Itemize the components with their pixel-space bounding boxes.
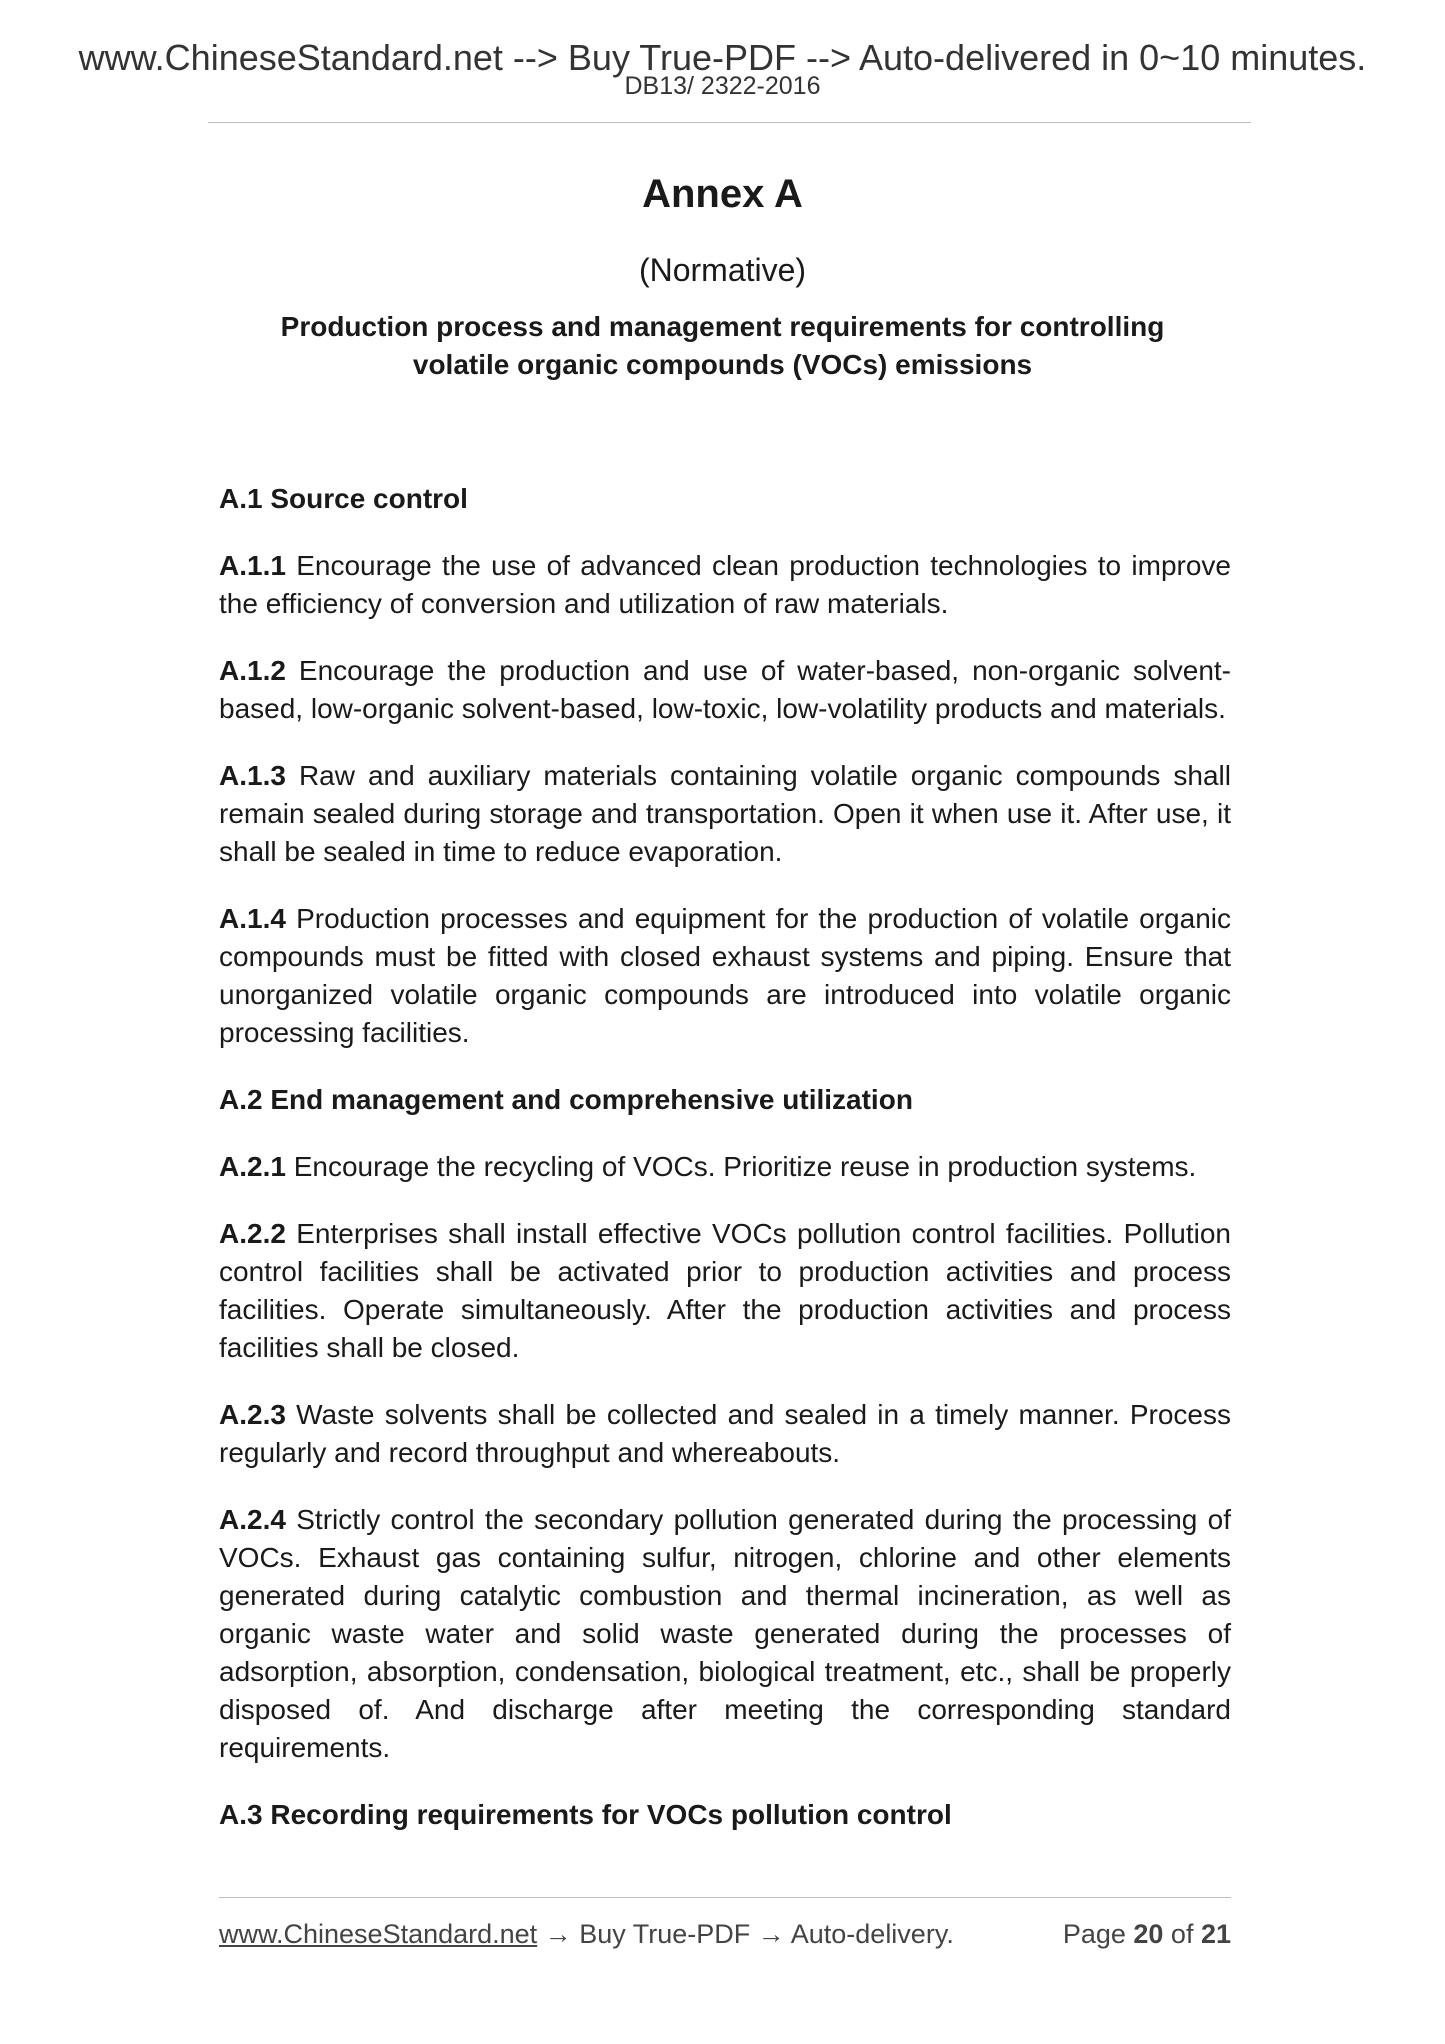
page-footer (219, 1916, 1231, 1952)
clause-text: Strictly control the secondary pollution generated during the processing of VOCs. Exhaust gas containing sulfur, nitrogen, chlorine and other elements generated during catalytic combustion and thermal incineration, as well as organic waste water and solid waste generated during the processes of adsorption, absorption, condensation, biological treatment, etc., shall be properly disposed of. And discharge after meeting the corresponding standard requirements. (219, 1504, 1231, 1763)
clause-text: Raw and auxiliary materials containing volatile organic compounds shall remain sealed during storage and transportation. Open it when use it. After use, it shall be sealed in time to reduce evaporation. (219, 760, 1231, 867)
clause-text: Encourage the production and use of water-based, non-organic solvent-based, low-organic solvent-based, low-toxic, low-volatility products and materials. (219, 655, 1231, 724)
footer-site-link[interactable]: www.ChineseStandard.net (219, 1919, 538, 1949)
clause-text: Waste solvents shall be collected and sealed in a timely manner. Process regularly and record throughput and whereabouts. (219, 1399, 1231, 1468)
clause-a-1-4 (219, 900, 1231, 1052)
section-heading-a2: A.2 End management and comprehensive utilization (219, 1084, 913, 1115)
clause-number: A.2.4 (219, 1504, 286, 1535)
clause-a-2-3 (219, 1396, 1231, 1472)
document-body (219, 480, 1231, 1863)
clause-number: A.1.2 (219, 655, 286, 686)
footer-tagline: → Buy True-PDF → Auto-delivery. (537, 1919, 954, 1949)
clause-number: A.2.3 (219, 1399, 286, 1430)
section-heading-a1: A.1 Source control (219, 483, 468, 514)
clause-a-1-1 (219, 547, 1231, 623)
page-of-label: of (1163, 1919, 1201, 1949)
clause-a-2-2 (219, 1215, 1231, 1367)
annex-subtitle: (Normative) (638, 252, 807, 288)
page-label: Page (1062, 1919, 1134, 1949)
clause-text: Production processes and equipment for the production of volatile organic compounds must be fitted with closed exhaust systems and piping. Ensure that unorganized volatile organic compounds are introduced into volatile organic processing facilities. (219, 903, 1231, 1048)
clause-a-2-1 (219, 1148, 1231, 1186)
clause-text: Enterprises shall install effective VOCs pollution control facilities. Pollution control facilities shall be activated prior to production activities and process facilities. Operate simultaneously. After the production activities and process facilities shall be closed. (219, 1218, 1231, 1363)
clause-text: Encourage the use of advanced clean production technologies to improve the efficiency of conversion and utilization of raw materials. (219, 550, 1231, 619)
source-banner: www.ChineseStandard.net --> Buy True-PDF --> Auto-delivered in 0~10 minutes. (78, 37, 1367, 78)
page-total: 21 (1200, 1919, 1231, 1949)
annex-heading (220, 308, 1225, 384)
clause-text: Encourage the recycling of VOCs. Prioritize reuse in production systems. (285, 1151, 1197, 1182)
section-heading-a3: A.3 Recording requirements for VOCs pollution control (219, 1799, 952, 1830)
footer-divider (219, 1897, 1231, 1898)
header-divider (208, 122, 1251, 123)
document-id: DB13/ 2322-2016 (624, 72, 821, 100)
footer-source (219, 1916, 954, 1952)
clause-a-1-2 (219, 652, 1231, 728)
annex-title: Annex A (642, 172, 803, 216)
clause-number: A.2.2 (219, 1218, 286, 1249)
annex-heading-line-1: Production process and management requirements for controlling (280, 311, 1165, 342)
clause-number: A.1.3 (219, 760, 286, 791)
clause-number: A.2.1 (219, 1151, 286, 1182)
page-indicator (1063, 1916, 1231, 1952)
clause-number: A.1.1 (219, 550, 286, 581)
clause-a-1-3 (219, 757, 1231, 871)
clause-a-2-4 (219, 1501, 1231, 1767)
clause-number: A.1.4 (219, 903, 286, 934)
annex-heading-line-2: volatile organic compounds (VOCs) emissions (412, 349, 1033, 380)
page-number: 20 (1133, 1919, 1164, 1949)
